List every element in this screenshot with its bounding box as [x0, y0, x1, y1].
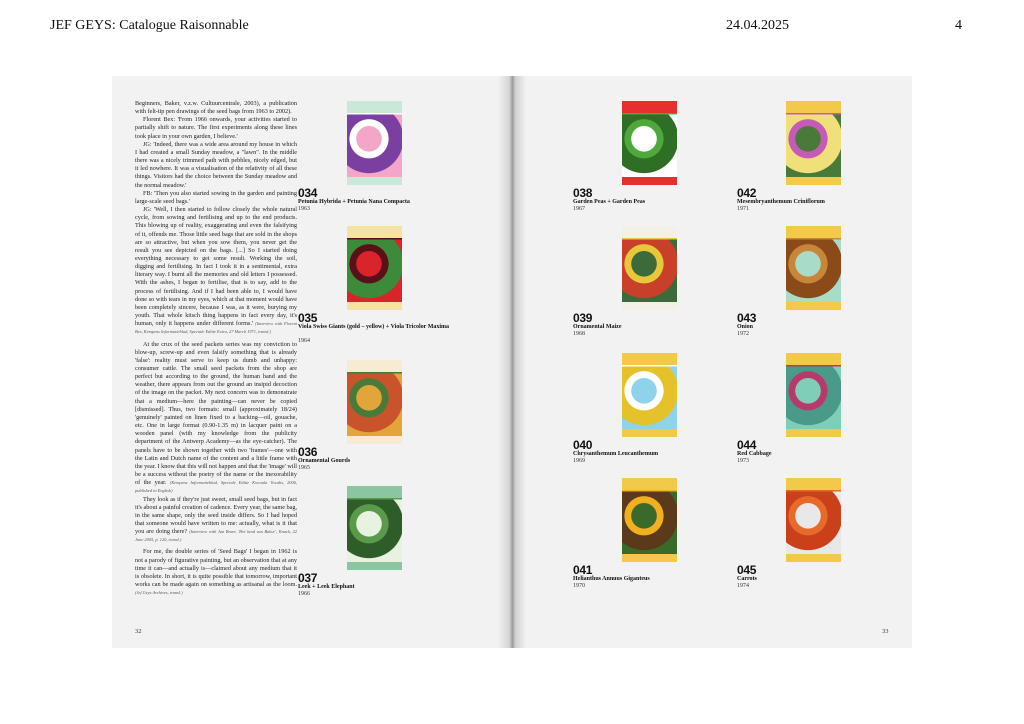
work-title: Chrysanthemum Leucanthemum — [573, 451, 659, 457]
catalogue-number: 042 — [737, 186, 757, 200]
paragraph-text: Beginners, Baker, v.z.w. Cultuurcentrale, 2003), a publication with felt-tip pen drawings of the seed bags from 1963 to 2002). — [135, 100, 297, 116]
work-title: Viola Swiss Giants (gold – yellow) + Viola Tricolor Maxima — [298, 324, 450, 330]
packet-label-band — [786, 177, 841, 185]
seed-packet-image — [347, 226, 402, 310]
work-year: 1966 — [298, 591, 310, 597]
packet-label-band — [347, 562, 402, 570]
essay-paragraph — [135, 548, 297, 597]
catalogue-number: 045 — [737, 563, 757, 577]
work-year: 1971 — [737, 206, 749, 212]
work-title: Onion — [737, 324, 754, 330]
seed-packet-image — [622, 478, 677, 562]
work-year: 1964 — [298, 338, 310, 344]
work-title: Mesembryanthemum Criniflorum — [737, 199, 825, 205]
packet-label-band — [347, 177, 402, 185]
work-year: 1970 — [573, 583, 585, 589]
catalogue-number: 040 — [573, 438, 593, 452]
document-page-number: 4 — [955, 18, 962, 33]
packet-label-band — [347, 436, 402, 444]
document-title: JEF GEYS: Catalogue Raisonnable — [50, 18, 249, 33]
packet-label-band — [786, 429, 841, 437]
citation-note: (Kempens Informatieblad, Speciale Editie Kwroala Vocalis, 2006, published in English) — [135, 480, 297, 494]
work-year: 1963 — [298, 206, 310, 212]
essay-paragraph — [135, 496, 297, 545]
catalogue-number: 036 — [298, 445, 318, 459]
right-page-number: 33 — [882, 628, 889, 635]
seed-packet-image — [347, 360, 402, 444]
seed-packet-image — [786, 101, 841, 185]
packet-label-band — [622, 554, 677, 562]
catalogue-number: 038 — [573, 186, 593, 200]
work-title: Carrots — [737, 576, 757, 582]
essay-paragraph — [135, 116, 297, 140]
catalogue-number: 037 — [298, 571, 318, 585]
essay-paragraph — [135, 206, 297, 337]
paragraph-text: JG: 'Well, I then started to follow closely the whole natural cycle, from sowing and fertilising and up to the end products. This blowing up of reality, exaggerating and even the falsifying of it, offends me. Those little seed bags that are sold in the shops are so attractive, but when you sow them, you never get the result you see depicted on the bags. [...] So I started doing everything necessary to get some result. Working the soil, digging and fertilising. In fact I took it in a sentimental, extra literary way. I burnt all the memories and old letters I possessed. With the ashes, I began to fertilise, that is to say, add to the process of fertilising. And if I had been able to, I would have done so with tears in my eyes, which at that moment would have been completely sincere, because I was, as it were, burying my youth. That whole kitsch thing happens in fact every day, it's human, only it happens under different forms.' — [135, 206, 297, 328]
catalogue-number: 041 — [573, 563, 593, 577]
citation-note: (Interview with Florent Bex, Kempens Informatieblad, Speciale Editie Extra, 27 March 1971, transl.) — [135, 321, 298, 335]
work-year: 1965 — [298, 465, 310, 471]
catalogue-number: 039 — [573, 311, 593, 325]
work-year: 1968 — [573, 331, 585, 337]
seed-packet-image — [622, 226, 677, 310]
work-year: 1974 — [737, 583, 749, 589]
catalogue-number: 044 — [737, 438, 757, 452]
work-title: Ornamental Maize — [573, 324, 622, 330]
work-year: 1969 — [573, 458, 585, 464]
catalogue-number: 034 — [298, 186, 318, 200]
seed-packet-image — [786, 478, 841, 562]
packet-label-band — [347, 302, 402, 310]
work-title: Leek + Leek Elephant — [298, 584, 355, 590]
seed-packet-image — [622, 101, 677, 185]
catalogue-number: 043 — [737, 311, 757, 325]
paragraph-text: FB: 'Then you also started sowing in the garden and painting large-scale seed bags.' — [135, 189, 297, 205]
work-title: Helianthus Annuus Giganteus — [573, 576, 650, 582]
packet-label-band — [622, 302, 677, 310]
seed-packet-image — [347, 486, 402, 570]
work-year: 1972 — [737, 331, 749, 337]
seed-packet-image — [347, 101, 402, 185]
essay-text-column — [135, 100, 297, 597]
paragraph-text: At the crux of the seed packets series was my conviction to blow-up, screw-up and even falsify something that is already 'false': reality must serve to keep us dumb and unhappy: consumer cattle. The small seed packets from the shop are perfect but according to the ground, the human hand and the weather, there appears from out the ground an insipid decoction of the image on the packet. My next concern was to demonstrate that a medium—here the painting—can never be copied [dismissed]. Thus, two formats: small (approximately 18/24) 'genuinely' painted on linen fixed to a backing—oil, gouache, etc. One in large format (0.90-1.35 m) in lacquer paint on a wooden panel (with my knowledge from the publicity department of the Antwerp Academy—as the eye-catcher). The panels have to be shown together with two 'frames'—one with the Latin and Dutch name of the content and a little frame with the year. I know that this will not happen and that the 'image' will be a success without the poetry of the name or the inexorability of the year. — [135, 340, 297, 487]
citation-note: (Jef Geys Archives, transl.) — [135, 590, 183, 596]
paragraph-text: They look as if they're just sweet, small seed bags, but in fact it's about a painful creation of cadence. Every year, the same bag, in the same shape, only the seed inside differs. So I had hoped that someone would have written to me: actually, what is it that you are doing there? — [135, 495, 298, 536]
packet-label-band — [786, 302, 841, 310]
essay-paragraph — [135, 190, 297, 206]
paragraph-text: JG: 'Indeed, there was a wide area around my house in which I had created a small Sunday meadow, a "lawn". In the middle there was a nicely trimmed path with pebbles, nicely edged, but it led nowhere. It was a visualisation of the relativity of all these things. Visitors had the choice between the Sunday meadow and the normal meadow.' — [135, 140, 297, 189]
essay-paragraph — [135, 100, 297, 116]
work-title: Ornamental Gourds — [298, 458, 351, 464]
seed-packet-image — [622, 353, 677, 437]
left-page-number: 32 — [135, 628, 142, 635]
book-spread — [112, 76, 912, 648]
book-gutter — [498, 76, 526, 648]
document-date: 24.04.2025 — [726, 18, 789, 33]
essay-paragraph — [135, 341, 297, 496]
packet-label-band — [622, 177, 677, 185]
work-title: Garden Peas + Garden Peas — [573, 199, 646, 205]
work-title: Red Cabbage — [737, 451, 772, 457]
seed-packet-image — [786, 353, 841, 437]
seed-packet-image — [786, 226, 841, 310]
work-year: 1967 — [573, 206, 585, 212]
work-year: 1973 — [737, 458, 749, 464]
paragraph-text: Florent Bex: 'From 1966 onwards, your activities started to partially shift to nature. The first experiments along these lines took place in your own garden, I believe.' — [135, 116, 297, 140]
work-title: Petunia Hybrida + Petunia Nana Compacta — [298, 199, 410, 205]
catalogue-number: 035 — [298, 311, 318, 325]
packet-label-band — [786, 554, 841, 562]
packet-label-band — [622, 429, 677, 437]
paragraph-text: For me, the double series of 'Seed Bags' I began in 1962 is not a parody of figurative painting, but an observation that at any time it can—and actually is—claimed about any medium that it is obsolete. In short, it is quite possible that tomorrow, important works can be made again on something as artisanal as the loom. — [135, 548, 297, 589]
essay-paragraph — [135, 141, 297, 190]
citation-note: (Interview with Jan Braet, 'Het land van Bakor', Knack, 22 June 2005, p. 120, transl.) — [135, 529, 297, 543]
